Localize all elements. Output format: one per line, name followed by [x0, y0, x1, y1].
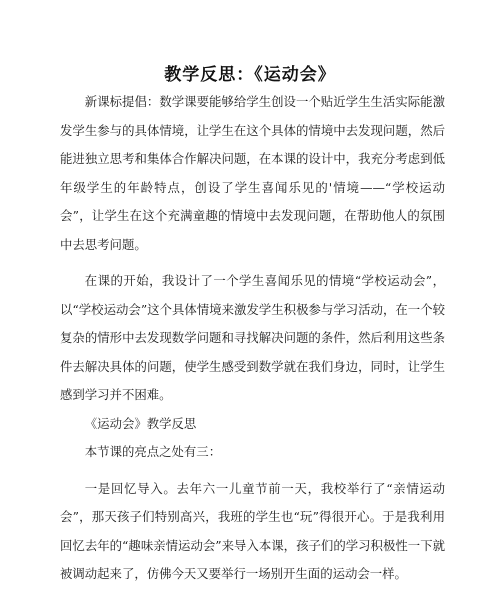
section-heading: 《运动会》教学反思: [84, 415, 197, 431]
document-body: [60, 88, 445, 589]
paragraph-intro: 新课标提倡：数学课要能够给学生创设一个贴近学生生活实际能激发学生参与的具体情境，让学生在这个具体的情境中去发现问题，然后能进独立思考和集体合作解决问题，在本课的设计中，我充分考虑到低年级学生的年龄特点，创设了学生喜闻乐见的'情境——“学校运动会”，让学生在这个充满童趣的情境中去发现问题，在帮助他人的氛围中去思考问题。: [60, 94, 445, 252]
document-title: 教学反思：《运动会》: [164, 65, 336, 85]
paragraph-opening: 在课的开始，我设计了一个学生喜闻乐见的情境“学校运动会”，以“学校运动会”这个具体情境来激发学生积极参与学习活动，在一个较复杂的情形中去发现数学问题和寻找解决问题的条件，然后利用这些条件去解决具体的问题，使学生感受到数学就在我们身边，同时，让学生感到学习并不困难。: [60, 273, 445, 402]
paragraph-highlight-one: 一是回忆导入。去年六一儿童节前一天，我校举行了“亲情运动会”，那天孩子们特别高兴，我班的学生也“玩”得很开心。于是我利用回忆去年的“趣味亲情运动会”来导入本课，孩子们的学习积极性一下就被调动起来了，仿佛今天又要举行一场别开生面的运动会一样。: [60, 480, 445, 581]
highlights-intro: 本节课的亮点之处有三：: [84, 444, 222, 459]
